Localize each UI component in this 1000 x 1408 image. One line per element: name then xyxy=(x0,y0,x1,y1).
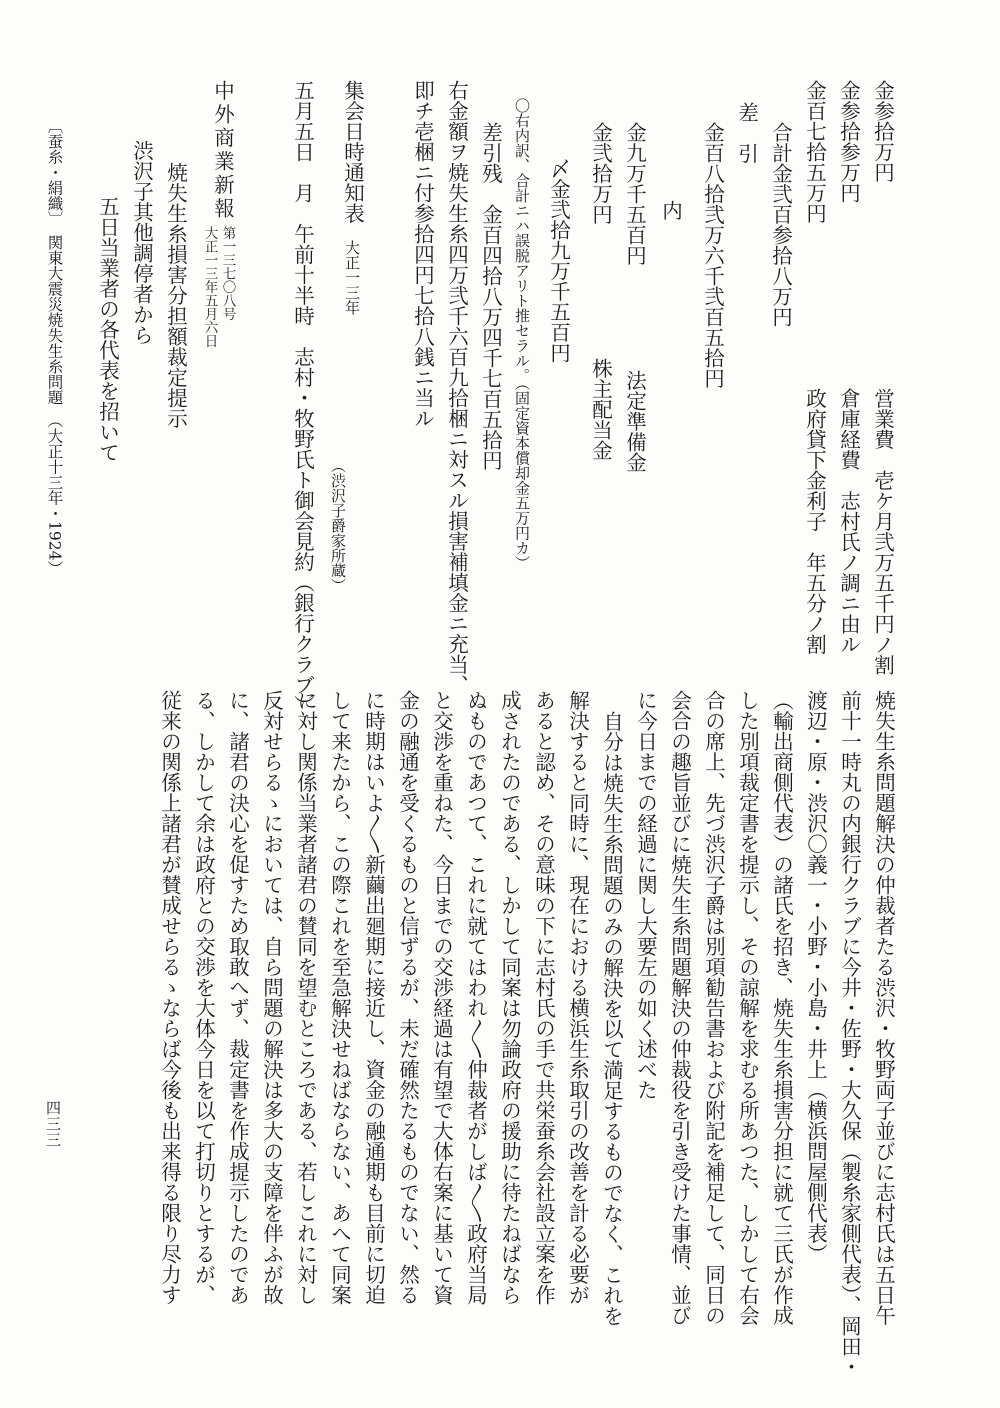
ledger-remainder: 金百八拾弐万六千弐百五拾円 xyxy=(700,122,725,389)
ledger-label-interest: 政府貸下金利子 年五分ノ割 xyxy=(802,388,827,655)
article-column-7: 会合の趣旨並びに焼失生糸問題解決の仲裁役を引き受けた事情、並び xyxy=(667,690,692,1326)
article-column-8: に今日までの経過に関し大要左の如く述べた xyxy=(633,690,658,1100)
ledger-balance: 差引残 金百四拾八万四千七百五拾円 xyxy=(478,122,503,471)
article-column-22: 従来の関係上諸君が賛成せらるゝならば今後も出来得る限り尽力す xyxy=(157,690,182,1305)
article-column-2: 前十一時丸の内銀行クラブに今井・佐野・大久保（製糸家側代表）、岡田・ xyxy=(837,690,862,1377)
ledger-total: 合計金弐百参拾八万円 xyxy=(768,122,793,327)
article-column-3: 渡辺・原・渋沢〇義一・小野・小島・井上（横浜問屋側代表） xyxy=(803,690,828,1264)
article-column-16: に時期はいよ〳〵新繭出廻期に接近し、資金の融通期も目前に切迫 xyxy=(361,690,386,1305)
ledger-label-dividend: 株主配当金 xyxy=(588,358,613,461)
notice-source: （渋沢子爵家所蔵） xyxy=(329,458,347,593)
footer-category: 〔蚕糸・絹織〕 xyxy=(45,118,64,219)
ledger-allocation-1: 右金額ヲ焼失生糸四万弐千六百九拾梱ニ対スル損害補填金ニ充当、 xyxy=(444,80,469,695)
ledger-label-operating: 営業費 壱ケ月弐万五千円ノ割 xyxy=(870,388,895,675)
ledger-note: 〇右内訳、合計ニハ誤脱アリト推セラル。（固定資本償却金五万円カ） xyxy=(513,98,531,571)
ledger-line-warehouse: 金参拾参万円 xyxy=(836,80,861,203)
notice-year: 大正一三年 xyxy=(343,240,361,315)
notice-entry: 五月五日 月 午前十半時 志村・牧野氏ト御会見約（銀行クラブ） xyxy=(290,80,315,716)
footer-title: 関東大震災焼失生糸問題 xyxy=(45,234,64,405)
footer-era: （大正十三年・1924） xyxy=(45,420,64,576)
ledger-sashihiki: 差 引 xyxy=(734,102,759,164)
newspaper-issue-date: 大正一三年五月六日 xyxy=(201,226,218,348)
ledger-allocation-2: 即チ壱梱ニ付参拾四円七拾八銭ニ当ル xyxy=(410,80,435,429)
article-column-6: 合の席上、先づ渋沢子爵は別項勧告書および附記を補足して、同日の xyxy=(701,690,726,1326)
article-column-20: に、諸君の決心を促すため取敢へず、裁定書を作成提示したのであ xyxy=(225,690,250,1305)
ledger-item-dividend: 金弐拾万円 xyxy=(588,122,613,225)
article-column-1: 焼失生糸問題解決の仲裁者たる渋沢・牧野両子並びに志村氏は五日午 xyxy=(871,690,896,1326)
article-column-21: る、しかして余は政府との交渉を大体今日を以て打切りとするが、 xyxy=(191,690,216,1305)
article-column-9: 自分は焼失生糸問題のみの解決を以て満足するものでなく、これを xyxy=(599,711,624,1326)
newspaper-issue-no: 第一三七〇八号 xyxy=(219,226,236,321)
notice-title: 集会日時通知表 xyxy=(340,80,365,224)
headline-detail: 五日当業者の各代表を招いて xyxy=(95,196,120,463)
ledger-label-reserve: 法定準備金 xyxy=(622,370,647,473)
article-column-15: 金の融通を受くるものと信ずるが、未だ確然たるものでない、然る xyxy=(395,690,420,1305)
running-footer xyxy=(46,118,62,576)
ledger-subtotal: 〆金弐拾九万千五百円 xyxy=(546,158,571,363)
article-column-14: と交渉を重ねた、今日までの交渉経過は有望で大体右案に基いて資 xyxy=(429,690,454,1305)
ledger-line-interest: 金百七拾五万円 xyxy=(802,80,827,224)
ledger-item-reserve: 金九万千五百円 xyxy=(622,122,647,266)
article-column-19: 反対せらるゝにおいては、自ら問題の解決は多大の支障を伴ふが故 xyxy=(259,690,284,1305)
ledger-uchi: 内 xyxy=(658,200,683,221)
article-column-5: した別項裁定書を提示し、その諒解を求むる所あつた、しかして右会 xyxy=(735,690,760,1326)
article-column-10: 解決すると同時に、現在における横浜生糸取引の改善を計る必要が xyxy=(565,690,590,1305)
article-column-17: して来たから、この際これを至急解決せねばならない、あへて同案 xyxy=(327,690,352,1305)
article-column-18: に対し関係当業者諸君の賛同を望むところである、若しこれに対し xyxy=(293,690,318,1305)
newspaper-title: 中外商業新報 xyxy=(210,80,235,221)
article-column-4: （輸出商側代表）の諸氏を招き、焼失生糸損害分担に就て三氏が作成 xyxy=(769,690,794,1326)
page-number: 四三三 xyxy=(44,1100,62,1148)
headline-main: 焼失生糸損害分担額裁定提示 xyxy=(163,162,188,429)
headline-sub: 渋沢子其他調停者から xyxy=(129,140,154,345)
article-column-11: あると認め、その意味の下に志村氏の手で共栄蚕糸会社設立案を作 xyxy=(531,690,556,1305)
ledger-label-warehouse: 倉庫経費 志村氏ノ調ニ由ル xyxy=(836,388,861,655)
ledger-line-operating: 金参拾万円 xyxy=(870,80,895,183)
article-column-12: 成されたのである、しかして同案は勿論政府の援助に待たねばなら xyxy=(497,690,522,1305)
article-column-13: ぬものであつて、これに就てはわれ〳〵仲裁者がしば〳〵政府当局 xyxy=(463,690,488,1305)
